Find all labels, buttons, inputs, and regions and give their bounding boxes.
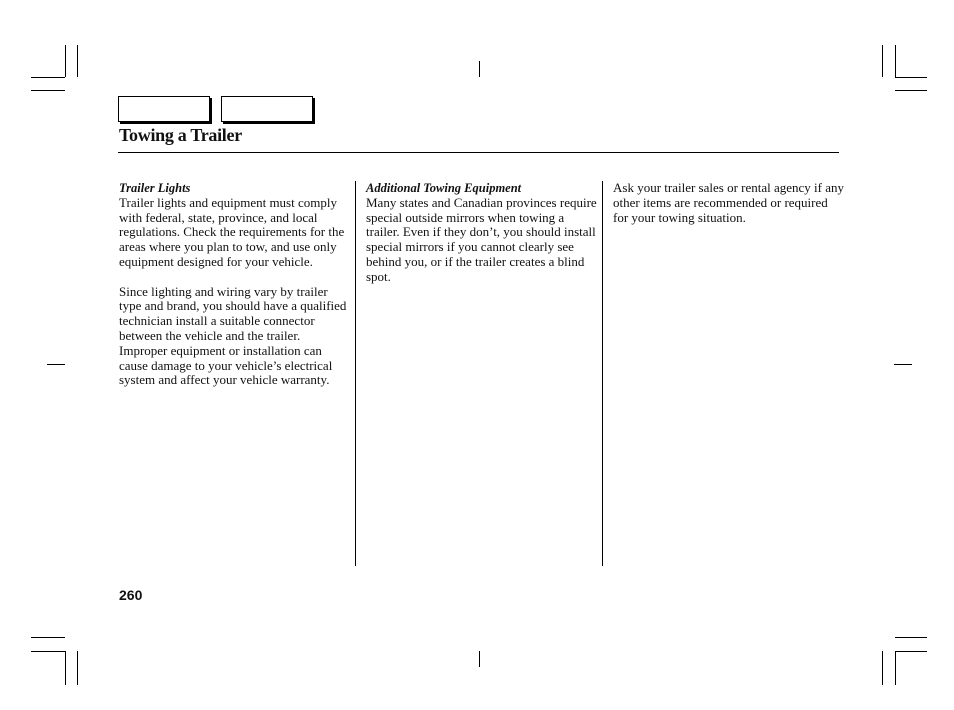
- column-divider: [602, 181, 603, 566]
- header-tab-1: [118, 96, 210, 122]
- page-title: Towing a Trailer: [119, 125, 242, 145]
- column-divider: [355, 181, 356, 566]
- paragraph: Ask your trailer sales or rental agency if any other items are recommended or required for your towing situation.: [613, 180, 845, 225]
- paragraph: Many states and Canadian provinces require special outside mirrors when towing a trailer. Even if they don’t, you should install special mirrors if you cannot clearly see behind you, or if the trailer creates a blind spot.: [366, 194, 597, 284]
- section-heading: Trailer Lights: [119, 181, 191, 195]
- header-tab-2: [221, 96, 313, 122]
- page-number: 260: [119, 587, 143, 603]
- paragraph: Trailer lights and equipment must comply with federal, state, province, and local regulations. Check the requirements for the areas where you plan to tow, and use only equipment designed for your vehicle.: [119, 194, 345, 269]
- column-additional-towing-equipment: [366, 181, 598, 299]
- section-heading: Additional Towing Equipment: [366, 181, 522, 195]
- paragraph: Since lighting and wiring vary by trailer type and brand, you should have a qualified technician install a suitable connector between the vehicle and the trailer. Improper equipment or installation can cause damage to your vehicle’s electrical system and affect your vehicle warranty.: [119, 283, 347, 388]
- column-other-items: [613, 181, 845, 240]
- column-trailer-lights: [119, 181, 351, 403]
- title-rule: [118, 152, 839, 153]
